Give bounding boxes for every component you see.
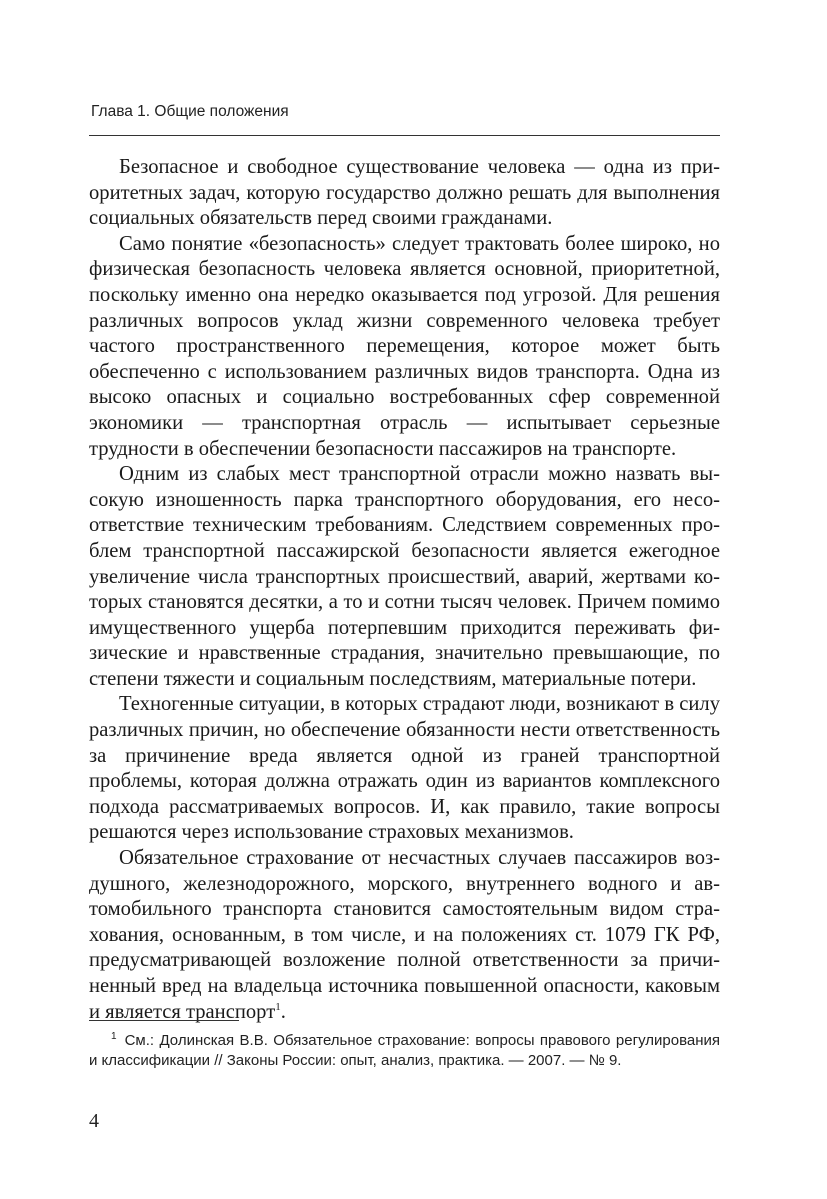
footnote-text: См.: Долинская В.В. Обязательное страхование: вопросы правового регулирования и классификации // Законы России: опыт, анализ, практика. — 2007. — № 9. xyxy=(89,1032,720,1069)
footnote-divider xyxy=(89,1020,239,1021)
running-head: Глава 1. Общие положения xyxy=(91,103,289,120)
footnote-mark: 1 xyxy=(111,1031,117,1042)
paragraph-3: Одним из слабых мест транспортной отрасли можно назвать высокую изношенность парка транспортного оборудования, его несоответствие техническим требованиям. Следствием современных проблем транспортной пассажирской безопасности является ежегодное увеличение числа транспортных происшествий, аварий, жертвами которых становятся десятки, а то и сотни тысяч человек. Причем помимо имущественного ущерба потерпевшим приходится переживать физические и нравственные страдания, значительно превышающие, по степени тяжести и социальным последствиям, материальные потери. xyxy=(89,463,720,690)
paragraph-4: Техногенные ситуации, в которых страдают люди, возникают в силу различных причин, но обеспечение обязанности нести ответственность за причинение вреда является одной из граней транспортной проблемы, которая должна отражать один из вариантов комплексного подхода рассматриваемых вопросов. И, как правило, такие вопросы решаются через использование страховых механизмов. xyxy=(89,693,720,844)
paragraph-1: Безопасное и свободное существование человека — одна из приоритетных задач, которую государство должно решать для выполнения социальных обязательств перед своими гражданами. xyxy=(89,156,720,230)
paragraph-5: Обязательное страхование от несчастных случаев пассажиров воздушного, железнодорожного, морского, внутреннего водного и автомобильного транспорта становится самостоятельным видом страхования, основанным, в том числе, и на положениях ст. 1079 ГК РФ, предусматривающей возложение полной ответственности за причиненный вред на владельца источника повышенной опасности, каковым и является транспорт$^1$. xyxy=(89,847,720,1023)
main-text xyxy=(89,155,720,1025)
footnote xyxy=(89,1031,720,1070)
paragraph-2: Само понятие «безопасность» следует трактовать более широко, но физическая безопасность человека является основной, приоритетной, поскольку именно она нередко оказывается под угрозой. Для решения различных вопросов уклад жизни современного человека требует частого пространственного перемещения, которое может быть обеспеченно с использованием различных видов транспорта. Одна из высоко опасных и социально востребованных сфер современной экономики — транспортная отрасль — испытывает серьезные трудности в обеспечении безопасности пассажиров на транспорте. xyxy=(89,232,720,460)
paragraph-5-text: Обязательное страхование от несчастных случаев пассажиров воздушного, железнодорожного, морского, внутреннего водного и автомобильного транспорта становится самостоятельным видом страхования, основанным, в том числе, и на положениях ст. 1079 ГК РФ, предусматривающей возложение полной ответственности за причиненный вред на владельца источника повышенной опасности, каковым и является транспорт xyxy=(89,847,720,1023)
header-divider xyxy=(89,135,720,136)
footnote-reference[interactable]: 1 xyxy=(275,1000,281,1013)
page-number: 4 xyxy=(89,1110,99,1132)
